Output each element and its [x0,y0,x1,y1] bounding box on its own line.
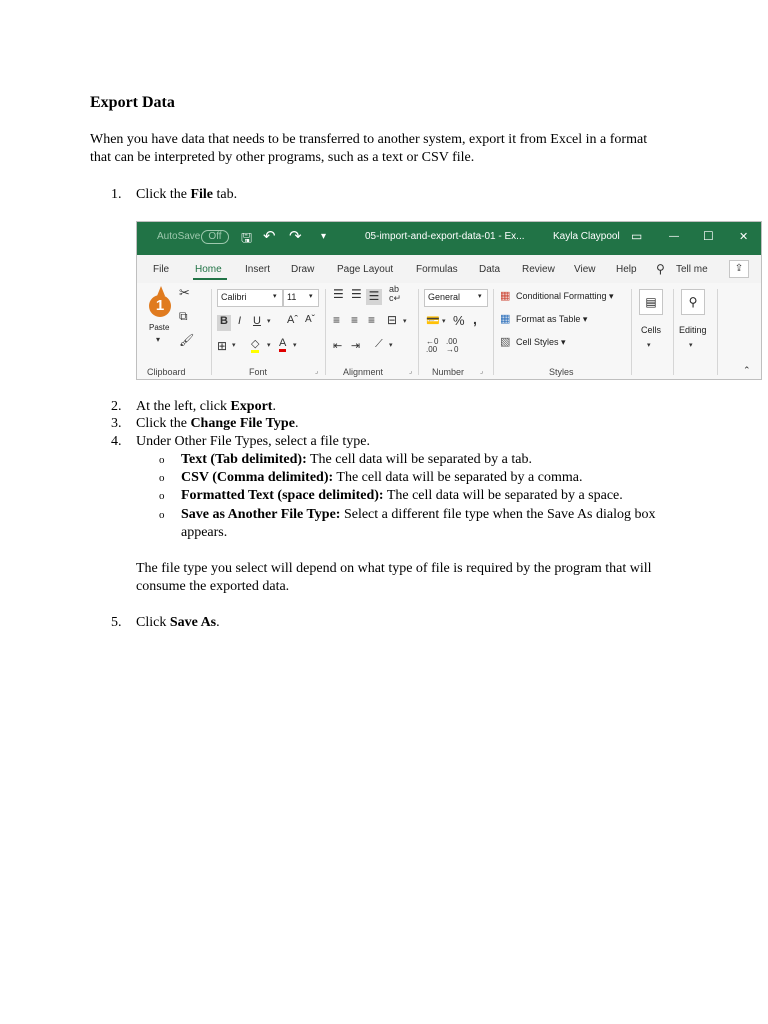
step-number: 4. [111,434,122,449]
separator [631,289,632,375]
increase-font-icon[interactable]: Aˆ [287,314,298,326]
separator [418,289,419,375]
cell-styles-button[interactable]: Cell Styles ▾ [516,337,566,347]
ribbon-tabs [137,255,761,283]
group-number: Number [432,367,465,377]
underline-dropdown-icon[interactable]: ▾ [267,318,271,325]
comma-style-icon[interactable]: , [473,311,477,327]
format-as-table-icon: ▦ [500,313,511,325]
align-center-icon[interactable]: ≡ [351,313,359,327]
search-icon[interactable]: ⚲ [656,262,665,276]
cells-button[interactable]: Cells [641,325,662,335]
conditional-formatting-button[interactable]: Conditional Formatting ▾ [516,291,614,301]
step-number: 1. [111,187,122,202]
collapse-ribbon-icon[interactable]: ⌃ [743,365,751,375]
redo-icon[interactable]: ↷ [289,228,302,245]
decrease-decimal-icon[interactable]: .00 →0 [446,337,459,354]
editing-button[interactable]: Editing [679,325,707,335]
orientation-dropdown-icon[interactable]: ▾ [389,342,393,349]
intro-paragraph: When you have data that needs to be transferred to another system, export it from Excel in a format that can be interpreted by other programs, such as a text or CSV file. [90,132,648,165]
group-font: Font [249,367,268,377]
conditional-formatting-icon: ▦ [500,290,511,302]
font-color-dropdown-icon[interactable]: ▾ [293,342,297,349]
separator [325,289,326,375]
cells-icon[interactable]: ▤ [639,289,663,315]
dialog-launcher-icon[interactable]: ⌟ [315,368,319,375]
step-number: 5. [111,615,122,630]
file-type-formatted-text: Formatted Text (space delimited): The cell data will be separated by a space. [181,488,623,503]
tab-draw[interactable]: Draw [291,264,315,275]
orientation-icon[interactable]: ⟋ [375,338,383,350]
tab-home[interactable]: Home [195,264,222,275]
merge-center-icon[interactable]: ⊟ [387,313,398,327]
align-right-icon[interactable]: ≡ [368,313,376,327]
cell-styles-icon: ▧ [500,336,511,348]
format-painter-icon[interactable]: 🖌 [179,333,195,347]
minimize-icon[interactable]: — [669,231,679,242]
middle-align-icon[interactable]: ☰ [351,287,362,301]
group-alignment: Alignment [343,367,384,377]
find-icon[interactable]: ⚲ [681,289,705,315]
file-type-text: Text (Tab delimited): The cell data will be separated by a tab. [181,452,532,467]
ribbon-body [137,283,761,379]
step-3: Click the Change File Type. [136,416,299,431]
note-paragraph: The file type you select will depend on what type of file is required by the program that will consume the exported data. [136,561,652,594]
dialog-launcher-icon[interactable]: ⌟ [409,368,413,375]
document-title: 05-import-and-export-data-01 - Ex... [365,231,525,242]
excel-ribbon-screenshot [136,221,762,380]
underline-button[interactable]: U [253,315,261,327]
step-4: Under Other File Types, select a file type. [136,434,370,449]
maximize-icon[interactable]: ☐ [703,229,714,243]
accounting-format-icon[interactable]: 💳 [426,315,440,327]
autosave-toggle[interactable]: Off [201,230,229,244]
tab-formulas[interactable]: Formulas [416,264,458,275]
separator [717,289,718,375]
align-left-icon[interactable]: ≡ [333,313,341,327]
font-size-select[interactable]: 11 ▾ [283,289,319,307]
wrap-text-icon[interactable]: ab c↵ [389,284,402,303]
separator [493,289,494,375]
bold-button[interactable]: B [217,315,231,331]
font-color-icon[interactable]: A [279,337,286,352]
bullet: o [159,509,165,521]
group-styles: Styles [549,367,574,377]
bottom-align-icon[interactable]: ☰ [366,289,382,305]
callout-pointer [157,286,165,296]
excel-title-bar [137,222,761,255]
percent-style-icon[interactable]: % [453,313,465,328]
editing-dropdown-icon[interactable]: ▾ [689,342,693,349]
tab-help[interactable]: Help [616,264,637,275]
tab-view[interactable]: View [574,264,596,275]
paste-dropdown-icon[interactable]: ▾ [156,335,161,344]
separator [211,289,212,375]
tell-me-box[interactable]: Tell me [676,264,708,275]
number-format-select[interactable]: General ▾ [424,289,488,307]
step-2: At the left, click Export. [136,399,276,414]
step-number: 2. [111,399,122,414]
tab-page-layout[interactable]: Page Layout [337,264,394,275]
paste-label[interactable]: Paste [149,323,170,332]
active-tab-indicator [193,278,227,280]
cells-dropdown-icon[interactable]: ▾ [647,342,651,349]
decrease-indent-icon[interactable]: ⇤ [333,340,343,352]
fill-color-icon[interactable]: ◇ [251,337,259,353]
dialog-launcher-icon[interactable]: ⌟ [480,368,484,375]
copy-icon[interactable]: ⧉ [179,309,188,323]
step-number: 3. [111,416,122,431]
tab-file[interactable]: File [153,264,170,275]
bullet: o [159,454,165,466]
page-title: Export Data [90,94,175,111]
italic-button[interactable]: I [238,315,242,327]
font-name-select[interactable]: Calibri ▾ [217,289,283,307]
close-icon[interactable]: ✕ [739,231,749,243]
user-name[interactable]: Kayla Claypool [553,231,620,242]
accounting-dropdown-icon[interactable]: ▾ [442,318,446,325]
increase-indent-icon[interactable]: ⇥ [351,340,361,352]
fill-dropdown-icon[interactable]: ▾ [267,342,271,349]
bullet: o [159,490,165,502]
tab-data[interactable]: Data [479,264,501,275]
group-clipboard: Clipboard [147,367,186,377]
merge-dropdown-icon[interactable]: ▾ [403,318,407,325]
borders-icon[interactable]: ⊞ [217,339,228,353]
share-icon[interactable]: ⇪ [729,260,749,278]
file-type-csv: CSV (Comma delimited): The cell data will be separated by a comma. [181,470,583,485]
step-callout-badge: 1 [149,295,171,317]
file-type-other: Save as Another File Type: Select a different file type when the Save As dialog box appears. [181,507,656,540]
save-icon[interactable]: 🖫 [241,230,253,245]
undo-icon[interactable]: ↶ [263,228,276,245]
tab-insert[interactable]: Insert [245,264,271,275]
top-align-icon[interactable]: ☰ [333,287,344,301]
borders-dropdown-icon[interactable]: ▾ [232,342,236,349]
qat-dropdown-icon[interactable]: ▾ [321,231,327,242]
autosave-label[interactable]: AutoSave [157,231,201,242]
tab-review[interactable]: Review [522,264,555,275]
step-1: Click the File tab. [136,187,238,202]
ribbon-options-icon[interactable]: ▭ [631,229,643,243]
separator [673,289,674,375]
step-5: Click Save As. [136,615,220,630]
format-as-table-button[interactable]: Format as Table ▾ [516,314,588,324]
bullet: o [159,472,165,484]
increase-decimal-icon[interactable]: ←0 .00 [426,337,439,354]
decrease-font-icon[interactable]: Aˇ [305,314,315,325]
cut-icon[interactable]: ✂ [179,285,190,300]
